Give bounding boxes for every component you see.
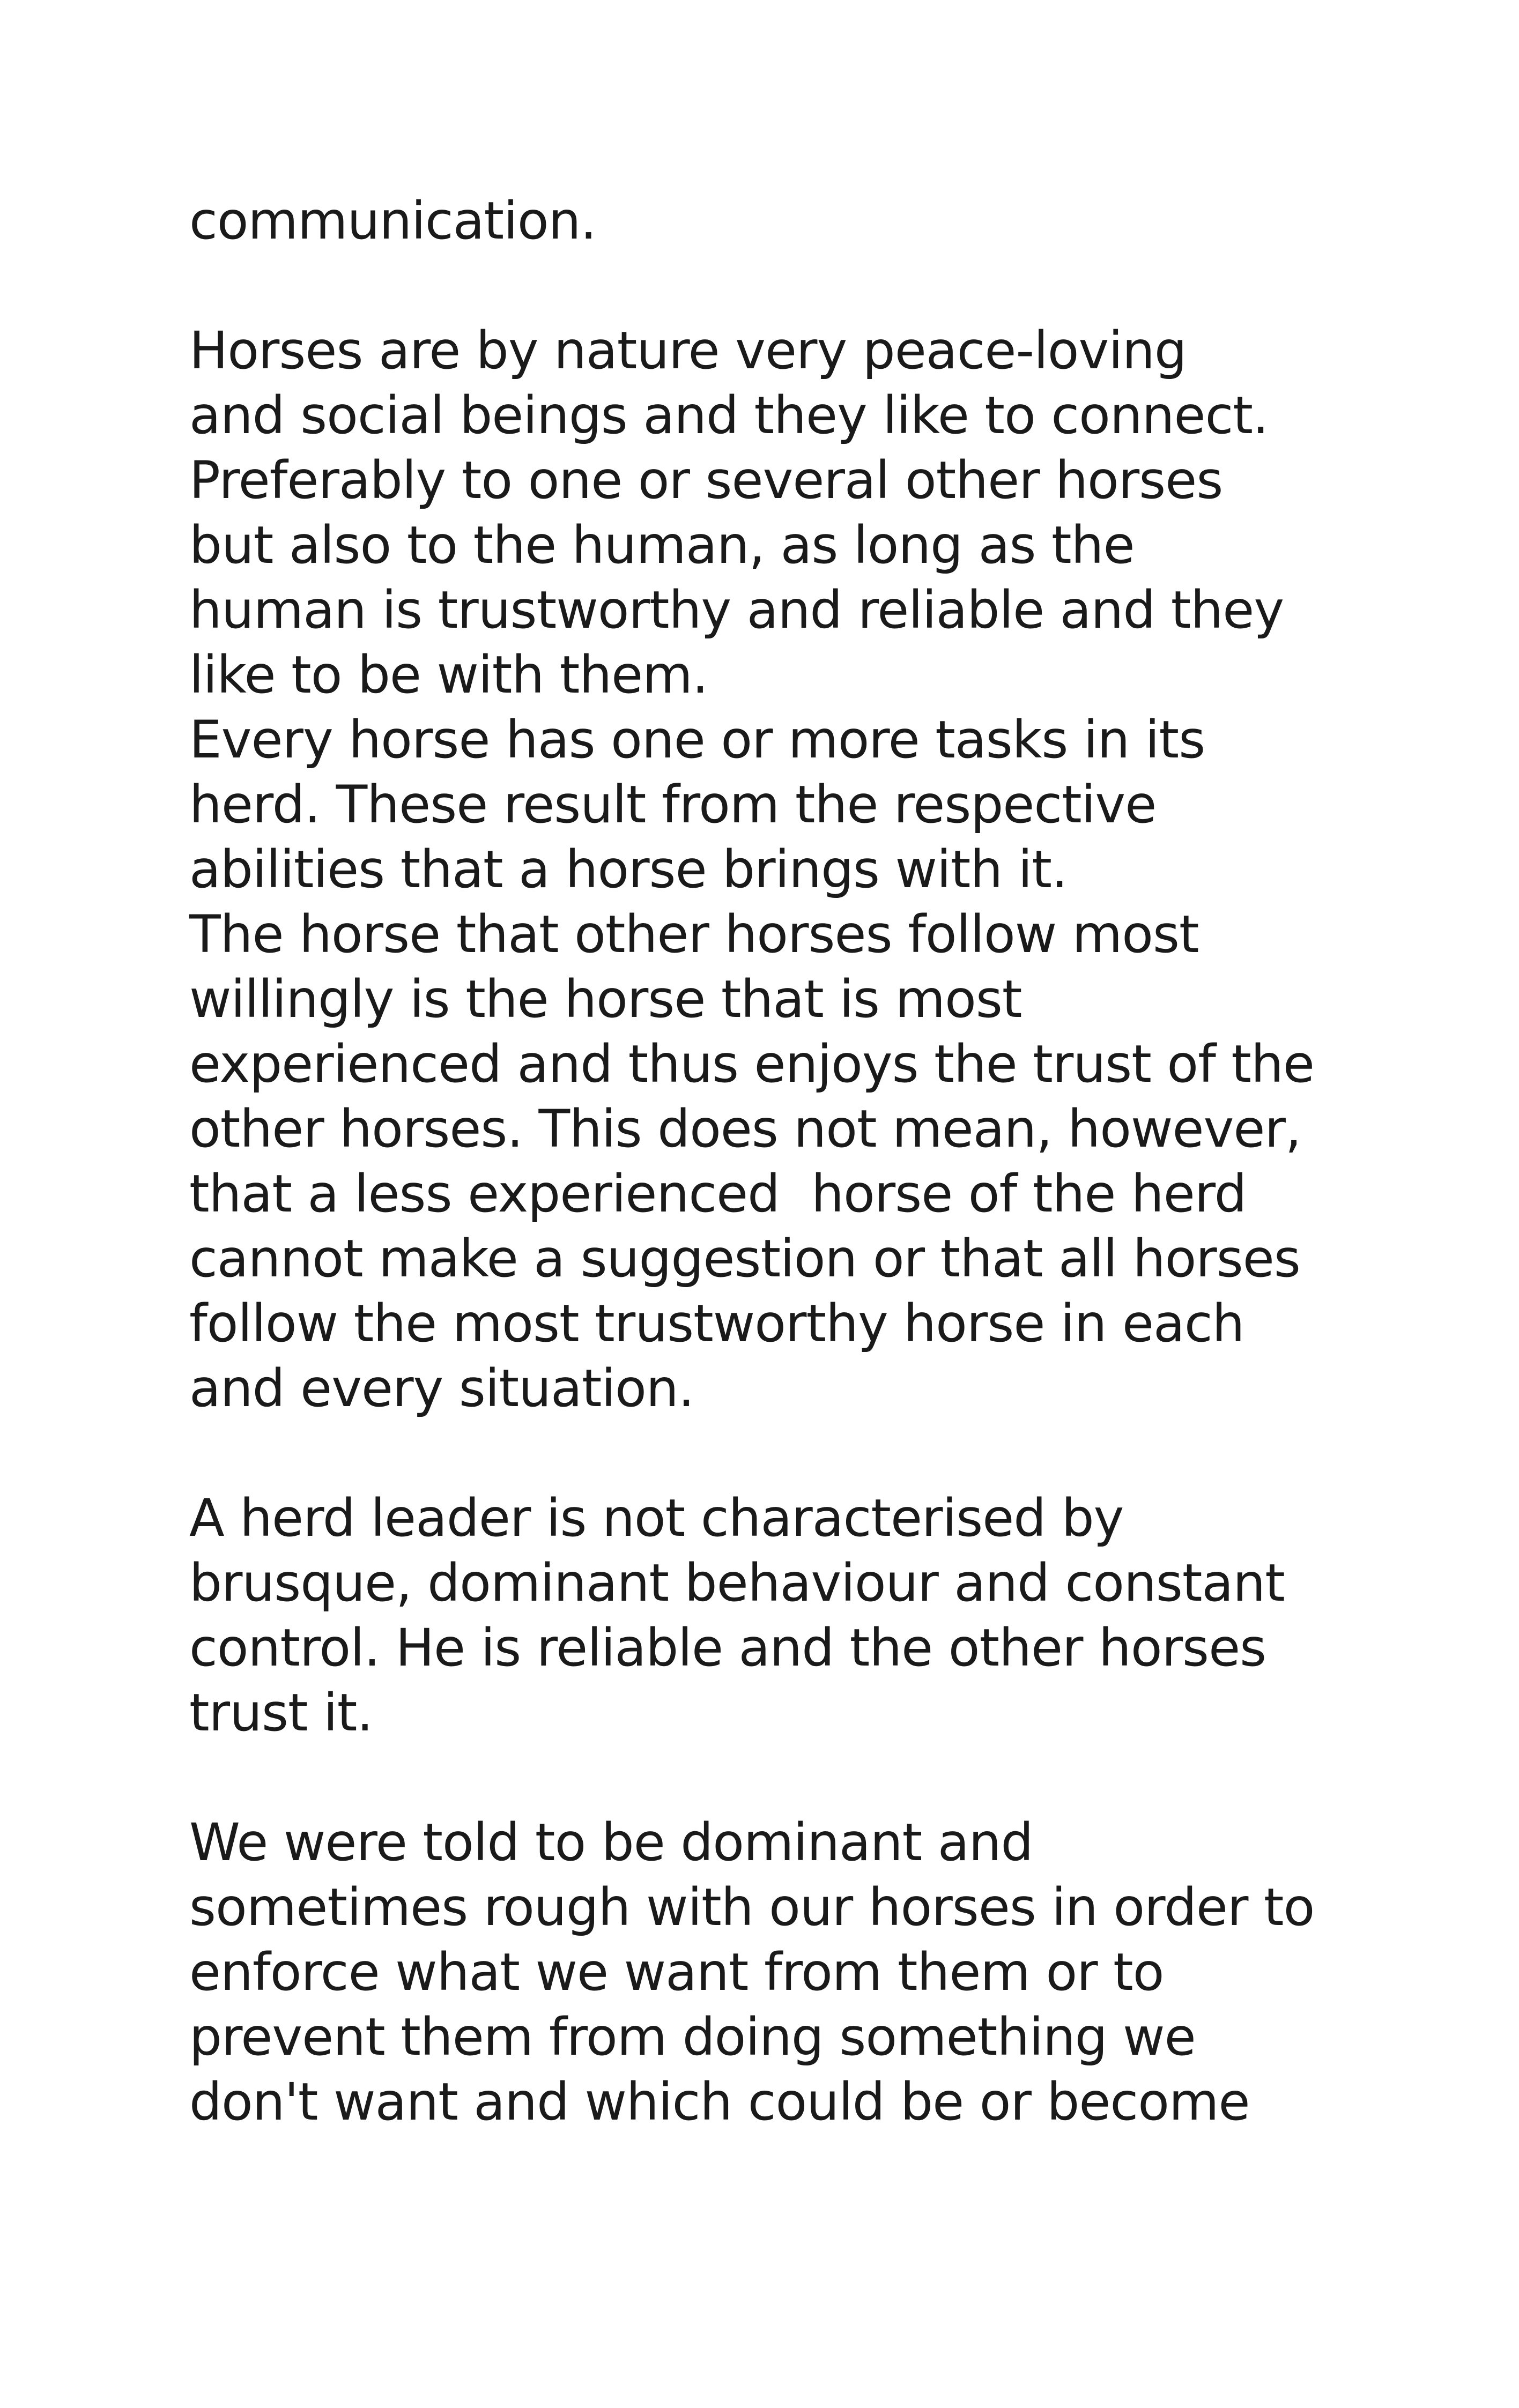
text-line: follow the most trustworthy horse in each	[189, 1294, 1244, 1354]
text-line: and every situation.	[189, 1358, 694, 1418]
text-line: We were told to be dominant and	[189, 1812, 1033, 1872]
text-line: communication.	[189, 191, 596, 251]
text-line: The horse that other horses follow most	[189, 904, 1199, 964]
text-line: control. He is reliable and the other horses	[189, 1618, 1266, 1678]
text-line: A herd leader is not characterised by	[189, 1488, 1124, 1548]
paragraph-break	[189, 1421, 1369, 1486]
text-line: sometimes rough with our horses in order to	[189, 1877, 1315, 1937]
body-text	[189, 189, 1369, 2135]
text-line: abilities that a horse brings with it.	[189, 839, 1068, 900]
paragraph-break	[189, 254, 1369, 318]
text-line: that a less experienced horse of the herd	[189, 1164, 1247, 1224]
text-line: enforce what we want from them or to	[189, 1942, 1164, 2002]
text-line: cannot make a suggestion or that all horses	[189, 1229, 1300, 1289]
text-line: herd. These result from the respective	[189, 775, 1157, 835]
paragraph-break	[189, 1745, 1369, 1810]
text-line: Every horse has one or more tasks in its	[189, 710, 1205, 770]
text-line: and social beings and they like to connect.	[189, 385, 1269, 445]
text-line: willingly is the horse that is most	[189, 969, 1022, 1029]
text-line: Preferably to one or several other horses	[189, 450, 1223, 510]
text-line: trust it.	[189, 1683, 373, 1743]
text-line: other horses. This does not mean, however,	[189, 1099, 1301, 1159]
text-line: Horses are by nature very peace-loving	[189, 321, 1187, 381]
text-line: don't want and which could be or become	[189, 2072, 1250, 2132]
text-line: like to be with them.	[189, 645, 708, 705]
text-line: experienced and thus enjoys the trust of the	[189, 1034, 1314, 1094]
text-line: brusque, dominant behaviour and constant	[189, 1553, 1285, 1613]
text-line: but also to the human, as long as the	[189, 515, 1135, 575]
text-line: prevent them from doing something we	[189, 2007, 1196, 2067]
text-line: human is trustworthy and reliable and they	[189, 580, 1284, 640]
